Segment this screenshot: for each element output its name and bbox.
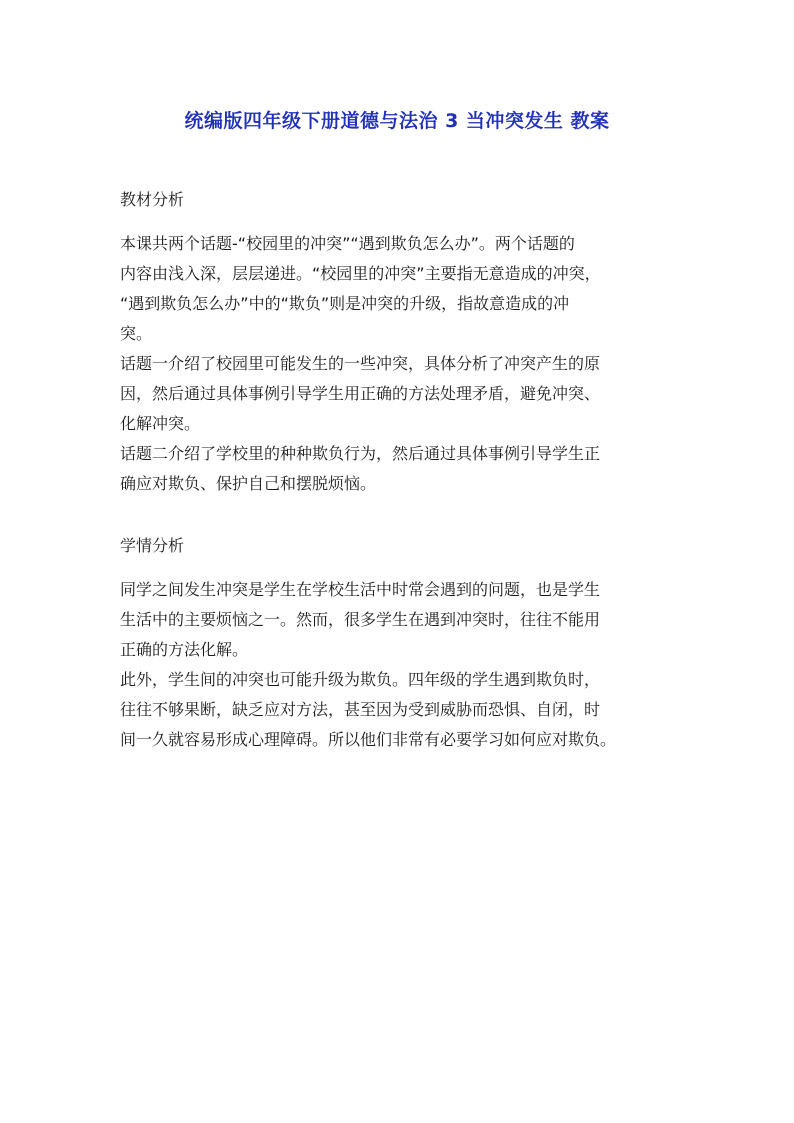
text-line: 正确的方法化解。 [120, 640, 249, 659]
text-line: 本课共两个话题-“校园里的冲突”“遇到欺负怎么办”。两个话题的 [120, 234, 575, 253]
text-line: 话题二介绍了学校里的种种欺负行为，然后通过具体事例引导学生正 [120, 444, 601, 463]
text-line: 突。 [120, 324, 153, 343]
text-line: 确应对欺负、保护自己和摆脱烦恼。 [120, 474, 377, 493]
document-title: 统编版四年级下册道德与法治 3 当冲突发生 教案 [184, 110, 610, 132]
text-line: 因，然后通过具体事例引导学生用正确的方法处理矛盾，避免冲突、 [120, 384, 601, 403]
section-learner-analysis [120, 536, 695, 755]
section-heading: 学情分析 [120, 536, 185, 555]
text-line: 化解冲突。 [120, 414, 201, 433]
text-line: “遇到欺负怎么办”中的“欺负”则是冲突的升级，指故意造成的冲 [120, 294, 570, 313]
paragraph [120, 575, 695, 665]
document-body [120, 190, 695, 755]
paragraph [120, 665, 695, 755]
text-line: 此外，学生间的冲突也可能升级为欺负。四年级的学生遇到欺负时， [120, 670, 601, 689]
text-line: 往往不够果断，缺乏应对方法，甚至因为受到威胁而恐惧、自闭，时 [120, 700, 601, 719]
section-textbook-analysis [120, 190, 695, 499]
section-heading: 教材分析 [120, 190, 185, 209]
text-line: 同学之间发生冲突是学生在学校生活中时常会遇到的问题，也是学生 [120, 580, 601, 599]
paragraph [120, 439, 695, 499]
text-line: 话题一介绍了校园里可能发生的一些冲突，具体分析了冲突产生的原 [120, 354, 601, 373]
paragraph [120, 229, 695, 349]
paragraph [120, 349, 695, 439]
text-line: 内容由浅入深，层层递进。“校园里的冲突”主要指无意造成的冲突， [120, 264, 601, 283]
section-spacer [120, 499, 695, 536]
text-line: 间一久就容易形成心理障碍。所以他们非常有必要学习如何应对欺负。 [120, 730, 617, 749]
text-line: 生活中的主要烦恼之一。然而，很多学生在遇到冲突时，往往不能用 [120, 610, 601, 629]
